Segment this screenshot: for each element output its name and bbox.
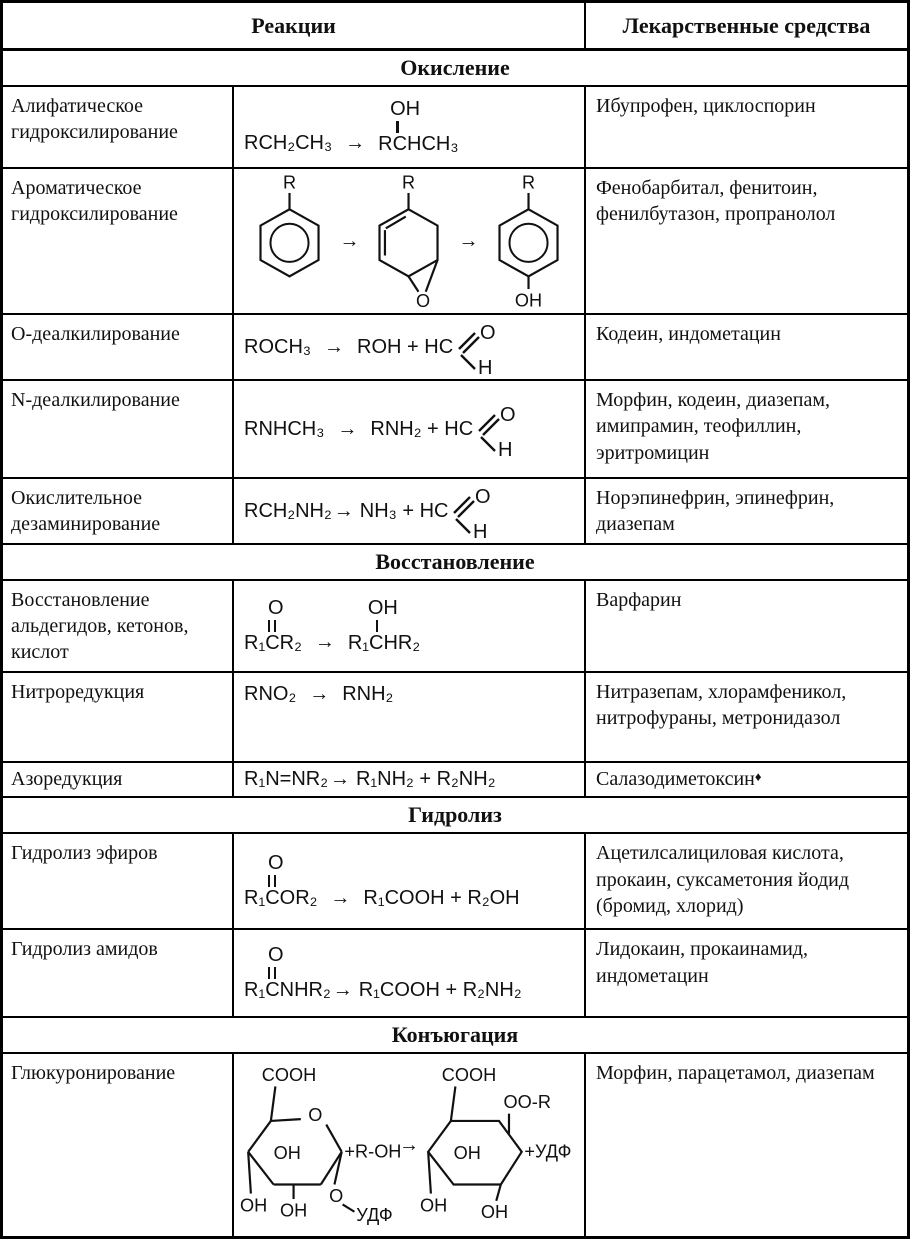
double-bond	[268, 620, 276, 632]
formula-product: R₁COOH + R₂OH	[363, 886, 520, 909]
aldehyde-group-diagram	[456, 319, 496, 375]
table-row	[3, 1054, 907, 1236]
svg-text:O: O	[329, 1185, 344, 1206]
svg-text:O: O	[308, 1105, 323, 1126]
formula-product: R₁NH₂ + R₂NH₂	[355, 768, 496, 791]
benzene-ring-diagram	[246, 173, 333, 309]
arrow-icon: →	[309, 683, 330, 705]
carbonyl-oxygen: O	[268, 596, 284, 619]
aldehyde-group-diagram	[476, 401, 516, 457]
section-title-oxidation: Окисление	[3, 51, 907, 87]
formula-reactant: R₁COR₂	[244, 887, 318, 910]
table-row	[3, 87, 907, 169]
aldehyde-group-diagram	[451, 483, 491, 539]
header-reactions: Реакции	[3, 3, 586, 48]
drug-list: Морфин, парацетамол, диазепам	[596, 1062, 875, 1085]
formula-product: ROH + HC	[357, 335, 454, 358]
svg-text:H: H	[478, 357, 493, 375]
carbonyl-oxygen: O	[268, 852, 284, 875]
substituent-oh: OH	[390, 97, 421, 120]
formula-product: R₁COOH + R₂NH₂	[358, 978, 522, 1001]
reaction-name: Восстановление альдегидов, кетонов, кислот	[3, 581, 234, 671]
reaction-name: Нитроредукция	[3, 673, 234, 761]
substituent-oh: OH	[367, 596, 398, 619]
formula-reactant: R₁CR₂	[244, 632, 302, 654]
reaction-name: Гидролиз эфиров	[3, 834, 234, 928]
reaction-name: Глюкуронирование	[3, 1054, 234, 1236]
formula-reactant: R₁CNHR₂	[244, 979, 331, 1002]
double-bond	[268, 967, 276, 979]
svg-text:+УДФ: +УДФ	[524, 1141, 572, 1162]
table-row	[3, 169, 907, 315]
drug-list: Нитразепам, хлорамфеникол, нитрофураны, метронидазол	[596, 681, 847, 730]
drug-list: Ибупрофен, циклоспорин	[596, 95, 816, 117]
table-row	[3, 834, 907, 930]
table-row	[3, 479, 907, 545]
formula-reactant: R₁N=NR₂	[244, 768, 328, 791]
svg-text:R: R	[283, 173, 297, 193]
reaction-name: N-деалкилирование	[3, 381, 234, 477]
formula-reactant: RCH₂NH₂	[244, 499, 332, 522]
arrow-icon: →	[345, 132, 366, 155]
svg-text:OH: OH	[480, 1202, 509, 1223]
svg-text:R: R	[521, 173, 535, 193]
reaction-formula	[234, 169, 586, 313]
svg-text:OH: OH	[453, 1143, 481, 1164]
reaction-name: Гидролиз амидов	[3, 930, 234, 1016]
reaction-name: Алифатическое гидроксилирование	[3, 87, 234, 167]
drug-list: Морфин, кодеин, диазепам, имипрамин, теофиллин, эритромицин	[596, 389, 831, 464]
single-bond	[376, 620, 379, 632]
reaction-formula	[234, 381, 586, 477]
svg-text:+R-OH: +R-OH	[344, 1141, 401, 1162]
svg-text:OO-R: OO-R	[503, 1092, 551, 1113]
drug-list: Ацетилсалициловая кислота, прокаин, суксаметония йодид (бромид, хлорид)	[596, 842, 850, 918]
svg-text:H: H	[473, 521, 488, 539]
formula-product: R₁CHR₂	[347, 632, 421, 654]
drug-list	[586, 763, 907, 796]
drug-name: Салазодиметоксин	[596, 768, 755, 790]
double-bond	[268, 875, 276, 887]
svg-text:OH: OH	[419, 1195, 448, 1216]
arrow-icon: →	[324, 335, 345, 358]
reaction-formula	[234, 581, 586, 671]
arrow-icon: →	[337, 417, 358, 440]
table-row	[3, 315, 907, 381]
formula-product: RNH₂	[342, 683, 394, 705]
table-header-row	[3, 3, 907, 51]
svg-text:COOH: COOH	[441, 1065, 497, 1086]
svg-text:H: H	[498, 439, 513, 457]
formula-reactant: RCH₂CH₃	[244, 132, 333, 155]
formula-reactant: ROCH₃	[244, 335, 312, 358]
table-row	[3, 930, 907, 1018]
arrow-icon: →	[314, 631, 335, 654]
arrow-icon: →	[330, 886, 351, 909]
arene-oxide-diagram	[365, 173, 452, 309]
reaction-formula	[234, 479, 586, 543]
svg-text:OH: OH	[273, 1143, 301, 1164]
reaction-name: Ароматическое гидроксилирование	[3, 169, 234, 313]
formula-product: RCHCH₃	[378, 133, 459, 155]
formula-reactant: RNO₂	[244, 683, 297, 705]
svg-text:OH: OH	[239, 1195, 268, 1216]
drug-list: Лидокаин, прокаинамид, индометацин	[596, 938, 808, 987]
reaction-formula	[234, 673, 586, 761]
svg-text:УДФ: УДФ	[356, 1205, 393, 1226]
reaction-name: Азоредукция	[3, 763, 234, 796]
section-title-reduction: Восстановление	[3, 545, 907, 581]
drug-list: Варфарин	[596, 589, 682, 611]
reaction-formula	[234, 315, 586, 379]
section-title-hydrolysis: Гидролиз	[3, 798, 907, 834]
drug-list: Кодеин, индометацин	[596, 323, 781, 345]
reaction-formula	[234, 1054, 586, 1236]
section-title-conjugation: Конъюгация	[3, 1018, 907, 1054]
reaction-formula	[234, 763, 586, 796]
svg-text:OH: OH	[279, 1200, 308, 1221]
svg-text:O: O	[475, 486, 492, 508]
single-bond	[396, 121, 399, 133]
header-drugs: Лекарственные средства	[622, 12, 871, 38]
arrow-icon: →	[333, 499, 354, 522]
reaction-name: О-деалкилирование	[3, 315, 234, 379]
svg-text:O: O	[500, 404, 516, 426]
formula-reactant: RNHCH₃	[244, 417, 325, 440]
formula-product: NH₃ + HC	[359, 499, 449, 522]
reaction-formula	[234, 87, 586, 167]
svg-text:OH: OH	[514, 290, 542, 309]
phenol-ring-diagram	[485, 173, 572, 309]
arrow-icon: →	[339, 229, 360, 252]
carbonyl-oxygen: O	[268, 944, 284, 967]
formula-product: RNH₂ + HC	[370, 417, 474, 440]
glucuronide-conjugate-diagram	[417, 1061, 581, 1229]
table-row	[3, 673, 907, 763]
arrow-icon: →	[329, 768, 350, 791]
reaction-formula	[234, 930, 586, 1016]
svg-text:O: O	[480, 322, 496, 344]
table-row	[3, 381, 907, 479]
arrow-icon: →	[399, 1133, 419, 1156]
svg-text:R: R	[402, 173, 416, 193]
reaction-formula	[234, 834, 586, 928]
table-row	[3, 763, 907, 798]
arrow-icon: →	[458, 229, 479, 252]
svg-text:O: O	[416, 291, 431, 309]
table-row	[3, 581, 907, 673]
arrow-icon: →	[332, 978, 353, 1001]
drug-list: Фенобарбитал, фенитоин, фенилбутазон, пропранолол	[596, 177, 836, 226]
drug-list: Норэпинефрин, эпинефрин, диазепам	[596, 487, 835, 536]
svg-text:COOH: COOH	[261, 1065, 317, 1086]
glucuronic-acid-udp-diagram	[237, 1061, 401, 1229]
reaction-name: Окислительное дезаминирование	[3, 479, 234, 543]
footnote-diamond-icon: ♦	[754, 769, 762, 784]
